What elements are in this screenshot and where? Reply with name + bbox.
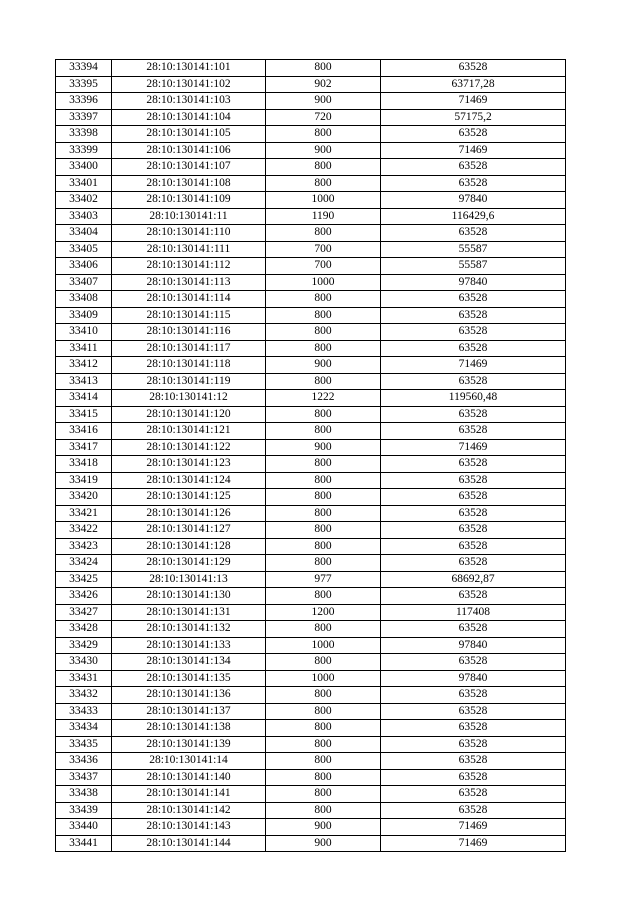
row-number-cell: 33430 [56, 654, 112, 671]
cadastral-number-cell: 28:10:130141:136 [112, 687, 266, 704]
row-number-cell: 33411 [56, 340, 112, 357]
area-cell: 700 [266, 241, 381, 258]
value-cell: 63528 [381, 225, 566, 242]
area-cell: 1000 [266, 192, 381, 209]
cadastral-number-cell: 28:10:130141:143 [112, 819, 266, 836]
area-cell: 1000 [266, 637, 381, 654]
cadastral-number-cell: 28:10:130141:12 [112, 390, 266, 407]
table-row [56, 93, 566, 110]
cadastral-number-cell: 28:10:130141:119 [112, 373, 266, 390]
area-cell: 800 [266, 60, 381, 77]
area-cell: 800 [266, 786, 381, 803]
area-cell: 800 [266, 291, 381, 308]
row-number-cell: 33397 [56, 109, 112, 126]
row-number-cell: 33431 [56, 670, 112, 687]
table-row [56, 258, 566, 275]
table-row [56, 472, 566, 489]
value-cell: 71469 [381, 835, 566, 852]
table-row [56, 621, 566, 638]
row-number-cell: 33425 [56, 571, 112, 588]
table-row [56, 307, 566, 324]
row-number-cell: 33420 [56, 489, 112, 506]
value-cell: 63717,28 [381, 76, 566, 93]
row-number-cell: 33396 [56, 93, 112, 110]
area-cell: 1190 [266, 208, 381, 225]
cadastral-number-cell: 28:10:130141:134 [112, 654, 266, 671]
cadastral-number-cell: 28:10:130141:120 [112, 406, 266, 423]
area-cell: 800 [266, 225, 381, 242]
area-cell: 800 [266, 505, 381, 522]
cadastral-number-cell: 28:10:130141:129 [112, 555, 266, 572]
data-table-body [56, 60, 566, 852]
row-number-cell: 33394 [56, 60, 112, 77]
table-row [56, 241, 566, 258]
area-cell: 800 [266, 687, 381, 704]
cadastral-number-cell: 28:10:130141:114 [112, 291, 266, 308]
cadastral-number-cell: 28:10:130141:115 [112, 307, 266, 324]
table-row [56, 555, 566, 572]
cadastral-number-cell: 28:10:130141:138 [112, 720, 266, 737]
value-cell: 97840 [381, 637, 566, 654]
area-cell: 800 [266, 802, 381, 819]
row-number-cell: 33401 [56, 175, 112, 192]
cadastral-number-cell: 28:10:130141:126 [112, 505, 266, 522]
row-number-cell: 33426 [56, 588, 112, 605]
value-cell: 68692,87 [381, 571, 566, 588]
area-cell: 900 [266, 357, 381, 374]
area-cell: 1000 [266, 274, 381, 291]
table-row [56, 357, 566, 374]
table-row [56, 835, 566, 852]
row-number-cell: 33432 [56, 687, 112, 704]
value-cell: 63528 [381, 555, 566, 572]
row-number-cell: 33439 [56, 802, 112, 819]
cadastral-number-cell: 28:10:130141:127 [112, 522, 266, 539]
value-cell: 71469 [381, 93, 566, 110]
table-row [56, 637, 566, 654]
cadastral-number-cell: 28:10:130141:103 [112, 93, 266, 110]
area-cell: 900 [266, 93, 381, 110]
value-cell: 63528 [381, 324, 566, 341]
cadastral-number-cell: 28:10:130141:106 [112, 142, 266, 159]
value-cell: 63528 [381, 786, 566, 803]
value-cell: 63528 [381, 802, 566, 819]
row-number-cell: 33402 [56, 192, 112, 209]
table-row [56, 423, 566, 440]
cadastral-number-cell: 28:10:130141:109 [112, 192, 266, 209]
cadastral-number-cell: 28:10:130141:124 [112, 472, 266, 489]
table-row [56, 373, 566, 390]
area-cell: 800 [266, 522, 381, 539]
value-cell: 63528 [381, 406, 566, 423]
row-number-cell: 33400 [56, 159, 112, 176]
row-number-cell: 33428 [56, 621, 112, 638]
cadastral-number-cell: 28:10:130141:123 [112, 456, 266, 473]
table-row [56, 60, 566, 77]
value-cell: 63528 [381, 538, 566, 555]
area-cell: 800 [266, 654, 381, 671]
area-cell: 720 [266, 109, 381, 126]
table-row [56, 406, 566, 423]
table-row [56, 687, 566, 704]
row-number-cell: 33437 [56, 769, 112, 786]
cadastral-number-cell: 28:10:130141:108 [112, 175, 266, 192]
table-row [56, 208, 566, 225]
table-row [56, 225, 566, 242]
table-row [56, 588, 566, 605]
value-cell: 63528 [381, 423, 566, 440]
area-cell: 800 [266, 373, 381, 390]
area-cell: 700 [266, 258, 381, 275]
value-cell: 63528 [381, 307, 566, 324]
row-number-cell: 33410 [56, 324, 112, 341]
row-number-cell: 33417 [56, 439, 112, 456]
value-cell: 63528 [381, 60, 566, 77]
area-cell: 900 [266, 835, 381, 852]
cadastral-number-cell: 28:10:130141:130 [112, 588, 266, 605]
row-number-cell: 33433 [56, 703, 112, 720]
cadastral-number-cell: 28:10:130141:135 [112, 670, 266, 687]
value-cell: 63528 [381, 505, 566, 522]
cadastral-number-cell: 28:10:130141:107 [112, 159, 266, 176]
value-cell: 63528 [381, 373, 566, 390]
table-row [56, 291, 566, 308]
row-number-cell: 33405 [56, 241, 112, 258]
cadastral-number-cell: 28:10:130141:142 [112, 802, 266, 819]
cadastral-number-cell: 28:10:130141:121 [112, 423, 266, 440]
value-cell: 63528 [381, 720, 566, 737]
area-cell: 800 [266, 324, 381, 341]
row-number-cell: 33435 [56, 736, 112, 753]
table-row [56, 703, 566, 720]
row-number-cell: 33399 [56, 142, 112, 159]
area-cell: 977 [266, 571, 381, 588]
value-cell: 63528 [381, 703, 566, 720]
row-number-cell: 33414 [56, 390, 112, 407]
value-cell: 71469 [381, 439, 566, 456]
cadastral-number-cell: 28:10:130141:140 [112, 769, 266, 786]
cadastral-number-cell: 28:10:130141:101 [112, 60, 266, 77]
cadastral-number-cell: 28:10:130141:102 [112, 76, 266, 93]
cadastral-number-cell: 28:10:130141:105 [112, 126, 266, 143]
table-row [56, 340, 566, 357]
table-row [56, 571, 566, 588]
table-row [56, 538, 566, 555]
table-row [56, 489, 566, 506]
area-cell: 800 [266, 588, 381, 605]
value-cell: 63528 [381, 159, 566, 176]
row-number-cell: 33438 [56, 786, 112, 803]
table-row [56, 736, 566, 753]
row-number-cell: 33407 [56, 274, 112, 291]
area-cell: 900 [266, 439, 381, 456]
value-cell: 71469 [381, 819, 566, 836]
area-cell: 902 [266, 76, 381, 93]
row-number-cell: 33422 [56, 522, 112, 539]
table-row [56, 390, 566, 407]
row-number-cell: 33409 [56, 307, 112, 324]
value-cell: 71469 [381, 357, 566, 374]
row-number-cell: 33434 [56, 720, 112, 737]
table-row [56, 654, 566, 671]
area-cell: 800 [266, 340, 381, 357]
value-cell: 97840 [381, 274, 566, 291]
table-row [56, 109, 566, 126]
row-number-cell: 33413 [56, 373, 112, 390]
value-cell: 97840 [381, 192, 566, 209]
table-row [56, 769, 566, 786]
row-number-cell: 33416 [56, 423, 112, 440]
area-cell: 800 [266, 489, 381, 506]
value-cell: 57175,2 [381, 109, 566, 126]
value-cell: 117408 [381, 604, 566, 621]
value-cell: 63528 [381, 126, 566, 143]
row-number-cell: 33429 [56, 637, 112, 654]
value-cell: 63528 [381, 769, 566, 786]
table-row [56, 753, 566, 770]
value-cell: 119560,48 [381, 390, 566, 407]
table-row [56, 670, 566, 687]
value-cell: 55587 [381, 241, 566, 258]
area-cell: 1200 [266, 604, 381, 621]
row-number-cell: 33412 [56, 357, 112, 374]
table-row [56, 175, 566, 192]
table-row [56, 159, 566, 176]
cadastral-number-cell: 28:10:130141:137 [112, 703, 266, 720]
cadastral-number-cell: 28:10:130141:131 [112, 604, 266, 621]
table-row [56, 439, 566, 456]
area-cell: 800 [266, 472, 381, 489]
cadastral-number-cell: 28:10:130141:128 [112, 538, 266, 555]
value-cell: 63528 [381, 736, 566, 753]
value-cell: 63528 [381, 621, 566, 638]
value-cell: 63528 [381, 687, 566, 704]
value-cell: 63528 [381, 340, 566, 357]
table-row [56, 142, 566, 159]
value-cell: 97840 [381, 670, 566, 687]
area-cell: 800 [266, 538, 381, 555]
area-cell: 800 [266, 175, 381, 192]
area-cell: 1000 [266, 670, 381, 687]
row-number-cell: 33408 [56, 291, 112, 308]
table-row [56, 274, 566, 291]
value-cell: 63528 [381, 654, 566, 671]
table-row [56, 786, 566, 803]
table-row [56, 720, 566, 737]
cadastral-number-cell: 28:10:130141:141 [112, 786, 266, 803]
table-row [56, 819, 566, 836]
cadastral-number-cell: 28:10:130141:110 [112, 225, 266, 242]
row-number-cell: 33424 [56, 555, 112, 572]
table-row [56, 802, 566, 819]
area-cell: 900 [266, 819, 381, 836]
row-number-cell: 33418 [56, 456, 112, 473]
area-cell: 800 [266, 753, 381, 770]
table-row [56, 192, 566, 209]
area-cell: 800 [266, 720, 381, 737]
area-cell: 800 [266, 621, 381, 638]
cadastral-number-cell: 28:10:130141:132 [112, 621, 266, 638]
cadastral-number-cell: 28:10:130141:139 [112, 736, 266, 753]
row-number-cell: 33441 [56, 835, 112, 852]
cadastral-number-cell: 28:10:130141:122 [112, 439, 266, 456]
row-number-cell: 33419 [56, 472, 112, 489]
data-table [55, 59, 566, 852]
area-cell: 800 [266, 456, 381, 473]
cadastral-number-cell: 28:10:130141:116 [112, 324, 266, 341]
row-number-cell: 33436 [56, 753, 112, 770]
value-cell: 63528 [381, 456, 566, 473]
area-cell: 800 [266, 406, 381, 423]
cadastral-number-cell: 28:10:130141:113 [112, 274, 266, 291]
value-cell: 63528 [381, 175, 566, 192]
value-cell: 55587 [381, 258, 566, 275]
area-cell: 800 [266, 159, 381, 176]
cadastral-number-cell: 28:10:130141:13 [112, 571, 266, 588]
table-row [56, 604, 566, 621]
table-row [56, 505, 566, 522]
area-cell: 800 [266, 126, 381, 143]
cadastral-number-cell: 28:10:130141:144 [112, 835, 266, 852]
area-cell: 800 [266, 423, 381, 440]
cadastral-number-cell: 28:10:130141:125 [112, 489, 266, 506]
area-cell: 800 [266, 307, 381, 324]
area-cell: 1222 [266, 390, 381, 407]
area-cell: 800 [266, 555, 381, 572]
area-cell: 800 [266, 769, 381, 786]
table-row [56, 456, 566, 473]
table-row [56, 76, 566, 93]
cadastral-number-cell: 28:10:130141:112 [112, 258, 266, 275]
table-row [56, 126, 566, 143]
row-number-cell: 33423 [56, 538, 112, 555]
value-cell: 63528 [381, 472, 566, 489]
value-cell: 63528 [381, 753, 566, 770]
value-cell: 63528 [381, 291, 566, 308]
row-number-cell: 33404 [56, 225, 112, 242]
value-cell: 63528 [381, 522, 566, 539]
value-cell: 71469 [381, 142, 566, 159]
row-number-cell: 33398 [56, 126, 112, 143]
row-number-cell: 33427 [56, 604, 112, 621]
cadastral-number-cell: 28:10:130141:104 [112, 109, 266, 126]
table-row [56, 522, 566, 539]
row-number-cell: 33403 [56, 208, 112, 225]
row-number-cell: 33406 [56, 258, 112, 275]
table-row [56, 324, 566, 341]
row-number-cell: 33415 [56, 406, 112, 423]
area-cell: 900 [266, 142, 381, 159]
cadastral-number-cell: 28:10:130141:117 [112, 340, 266, 357]
area-cell: 800 [266, 703, 381, 720]
value-cell: 63528 [381, 588, 566, 605]
area-cell: 800 [266, 736, 381, 753]
cadastral-number-cell: 28:10:130141:133 [112, 637, 266, 654]
value-cell: 116429,6 [381, 208, 566, 225]
value-cell: 63528 [381, 489, 566, 506]
cadastral-number-cell: 28:10:130141:118 [112, 357, 266, 374]
row-number-cell: 33395 [56, 76, 112, 93]
cadastral-number-cell: 28:10:130141:14 [112, 753, 266, 770]
row-number-cell: 33440 [56, 819, 112, 836]
cadastral-number-cell: 28:10:130141:111 [112, 241, 266, 258]
cadastral-number-cell: 28:10:130141:11 [112, 208, 266, 225]
row-number-cell: 33421 [56, 505, 112, 522]
